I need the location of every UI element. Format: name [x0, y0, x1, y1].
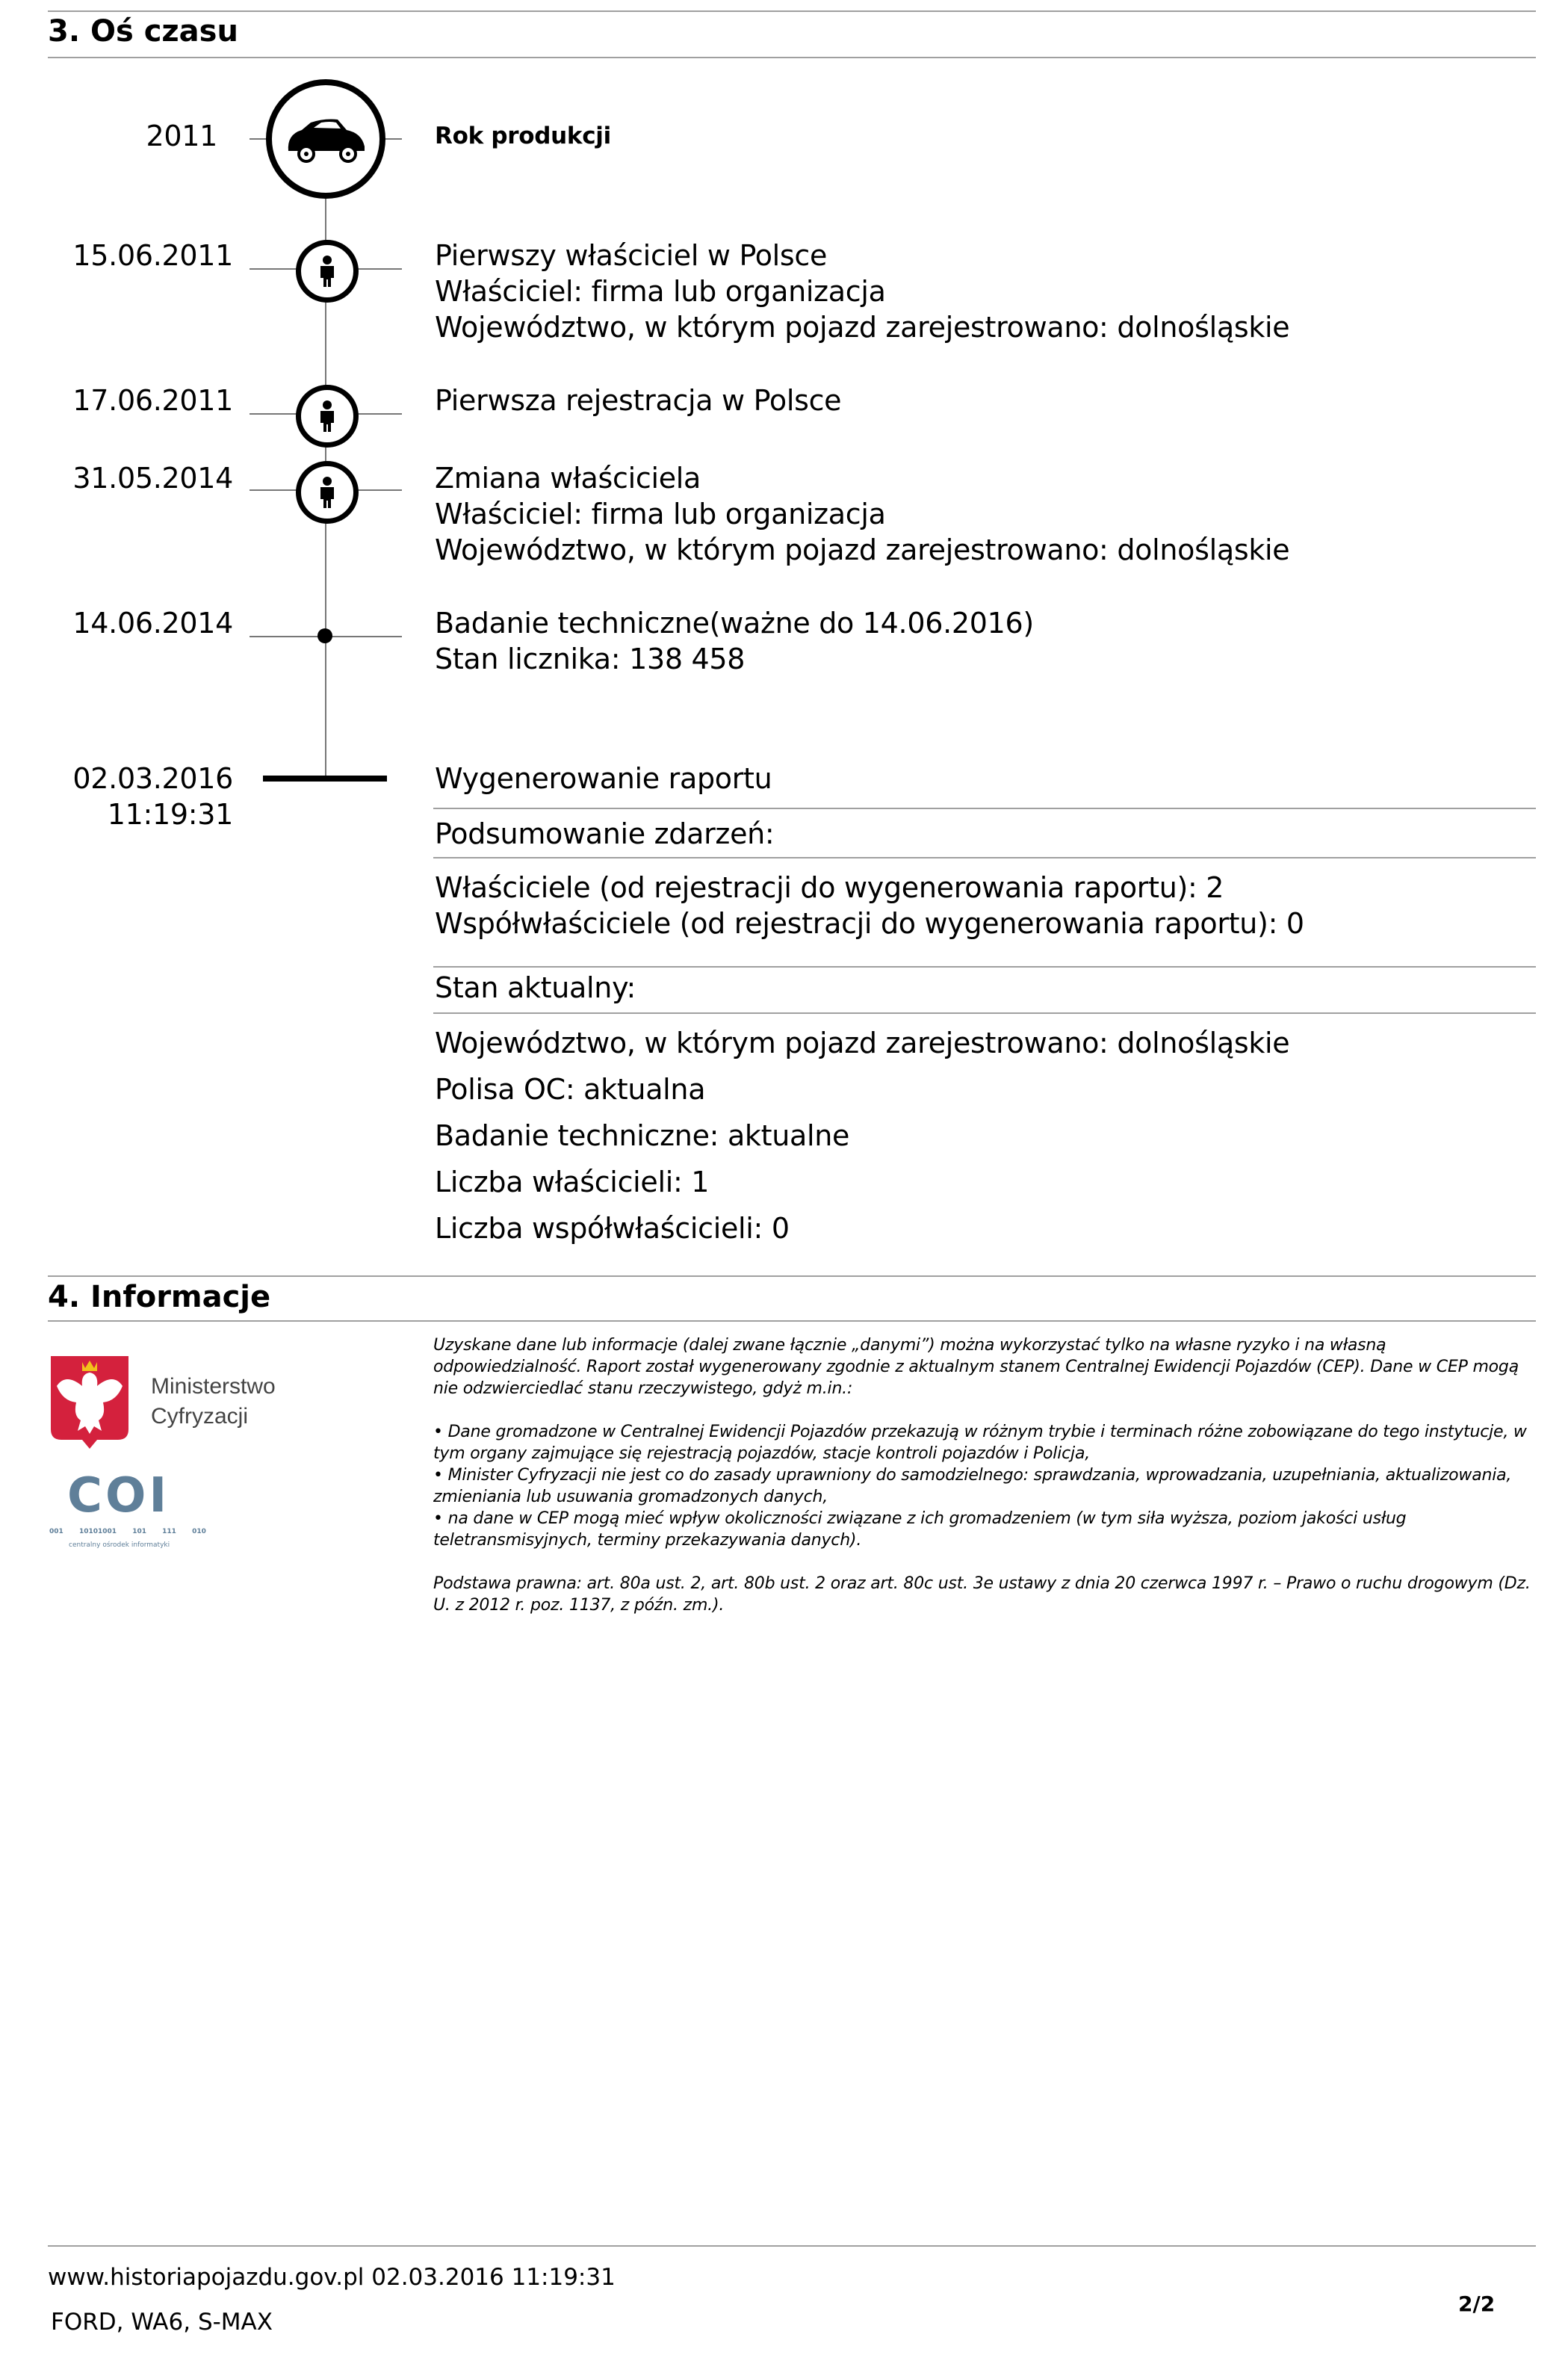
divider [48, 1320, 1536, 1322]
event-text: Właściciel: firma lub organizacja [435, 275, 886, 308]
coi-binary-part: 010 [192, 1528, 206, 1535]
footer-datetime: 02.03.2016 11:19:31 [371, 2264, 616, 2291]
summary-line: Współwłaściciele (od rejestracji do wygenerowania raportu): 0 [435, 907, 1304, 940]
event-text: Stan licznika: 138 458 [435, 643, 746, 675]
coi-binary-part: 001 [49, 1528, 63, 1535]
divider [48, 57, 1536, 58]
event-date: 02.03.2016 [72, 762, 233, 795]
dot-icon [317, 628, 332, 643]
divider [433, 808, 1536, 809]
section-title-info: 4. Informacje [48, 1280, 271, 1314]
legal-info [433, 1334, 1539, 1638]
person-icon [296, 461, 359, 524]
current-line: Liczba właścicieli: 1 [435, 1166, 710, 1198]
divider [433, 966, 1536, 968]
coi-letters: COI [67, 1468, 170, 1523]
summary-line: Właściciele (od rejestracji do wygenerowania raportu): 2 [435, 871, 1224, 904]
coi-logo [49, 1469, 244, 1559]
divider [48, 10, 1536, 12]
footer-line [48, 2262, 616, 2292]
footer-site[interactable]: www.historiapojazdu.gov.pl [48, 2264, 365, 2291]
person-icon [296, 240, 359, 303]
coi-binary [49, 1527, 206, 1536]
coi-binary-part: 101 [132, 1528, 146, 1535]
divider [48, 2245, 1536, 2247]
event-text: Pierwsza rejestracja w Polsce [435, 384, 842, 417]
event-date: 2011 [146, 120, 217, 152]
event-date: 15.06.2011 [72, 239, 233, 272]
divider [433, 857, 1536, 858]
current-title: Stan aktualny: [435, 971, 636, 1004]
ministry-name-line: Cyfryzacji [151, 1404, 249, 1429]
current-line: Liczba współwłaścicieli: 0 [435, 1212, 790, 1245]
info-paragraph: Uzyskane dane lub informacje (dalej zwane łącznie „danymi”) można wykorzystać tylko na własne ryzyko i na własną odpowiedzialność. Raport został wygenerowany zgodnie z aktualnym stanem Centralnej Ewidencji Pojazdów (CEP). Dane w CEP mogą nie odzwierciedlać stanu rzeczywistego, gdyż m.in.: [433, 1336, 1519, 1398]
event-text: Rok produkcji [435, 123, 611, 149]
end-bar-icon [263, 776, 387, 782]
coi-binary-part: 10101001 [78, 1528, 117, 1535]
event-text: Województwo, w którym pojazd zarejestrowano: dolnośląskie [435, 311, 1290, 344]
summary-title: Podsumowanie zdarzeń: [435, 817, 775, 850]
event-text: Zmiana właściciela [435, 462, 701, 495]
person-icon [296, 385, 359, 448]
ministry-logo-text [151, 1372, 276, 1432]
event-text: Pierwszy właściciel w Polsce [435, 239, 828, 272]
section-title-timeline: 3. Oś czasu [48, 14, 238, 49]
divider [433, 1012, 1536, 1014]
info-paragraph: Podstawa prawna: art. 80a ust. 2, art. 80b ust. 2 oraz art. 80c ust. 3e ustawy z dnia 20 czerwca 1997 r. – Prawo o ruchu drogowym (Dz. U. z 2012 r. poz. 1137, z późn. zm.). [433, 1574, 1531, 1615]
current-line: Województwo, w którym pojazd zarejestrowano: dolnośląskie [435, 1027, 1290, 1059]
event-date: 14.06.2014 [72, 607, 233, 640]
event-text: Właściciel: firma lub organizacja [435, 498, 886, 530]
event-date: 31.05.2014 [72, 462, 233, 495]
emblem-logo [51, 1356, 128, 1449]
current-line: Polisa OC: aktualna [435, 1073, 706, 1106]
coi-caption: centralny ośrodek informatyki [69, 1541, 170, 1549]
info-paragraph: • Dane gromadzone w Centralnej Ewidencji Pojazdów przekazują w różnym trybie i terminach różne zobowiązane do tego instytucje, w tym organy zajmujące się rejestracją pojazdów, stacje kontroli pojazdów i Policja, • Minister Cyfryzacji nie jest co do zasady uprawniony do samodzielnego: sprawdzania, wprowadzania, uzupełniania, aktualizowania, zmieniania lub usuwania gromadzonych danych, • na dane w CEP mogą mieć wpływ okoliczności związane z ich gromadzeniem (w tym siła wyższa, poziom jakości usług teletransmisyjnych, terminy przekazywania danych). [433, 1423, 1527, 1550]
page-number: 2/2 [1458, 2292, 1496, 2316]
event-time: 11:19:31 [107, 798, 233, 831]
coi-binary-part: 111 [162, 1528, 176, 1535]
car-icon [266, 79, 385, 199]
footer-vehicle: FORD, WA6, S-MAX [51, 2309, 273, 2336]
event-text: Wygenerowanie raportu [435, 762, 772, 795]
event-text: Badanie techniczne(ważne do 14.06.2016) [435, 607, 1034, 640]
event-date: 17.06.2011 [72, 384, 233, 417]
event-text: Województwo, w którym pojazd zarejestrowano: dolnośląskie [435, 533, 1290, 566]
ministry-name-line: Ministerstwo [151, 1374, 276, 1399]
divider [48, 1275, 1536, 1277]
current-line: Badanie techniczne: aktualne [435, 1119, 850, 1152]
